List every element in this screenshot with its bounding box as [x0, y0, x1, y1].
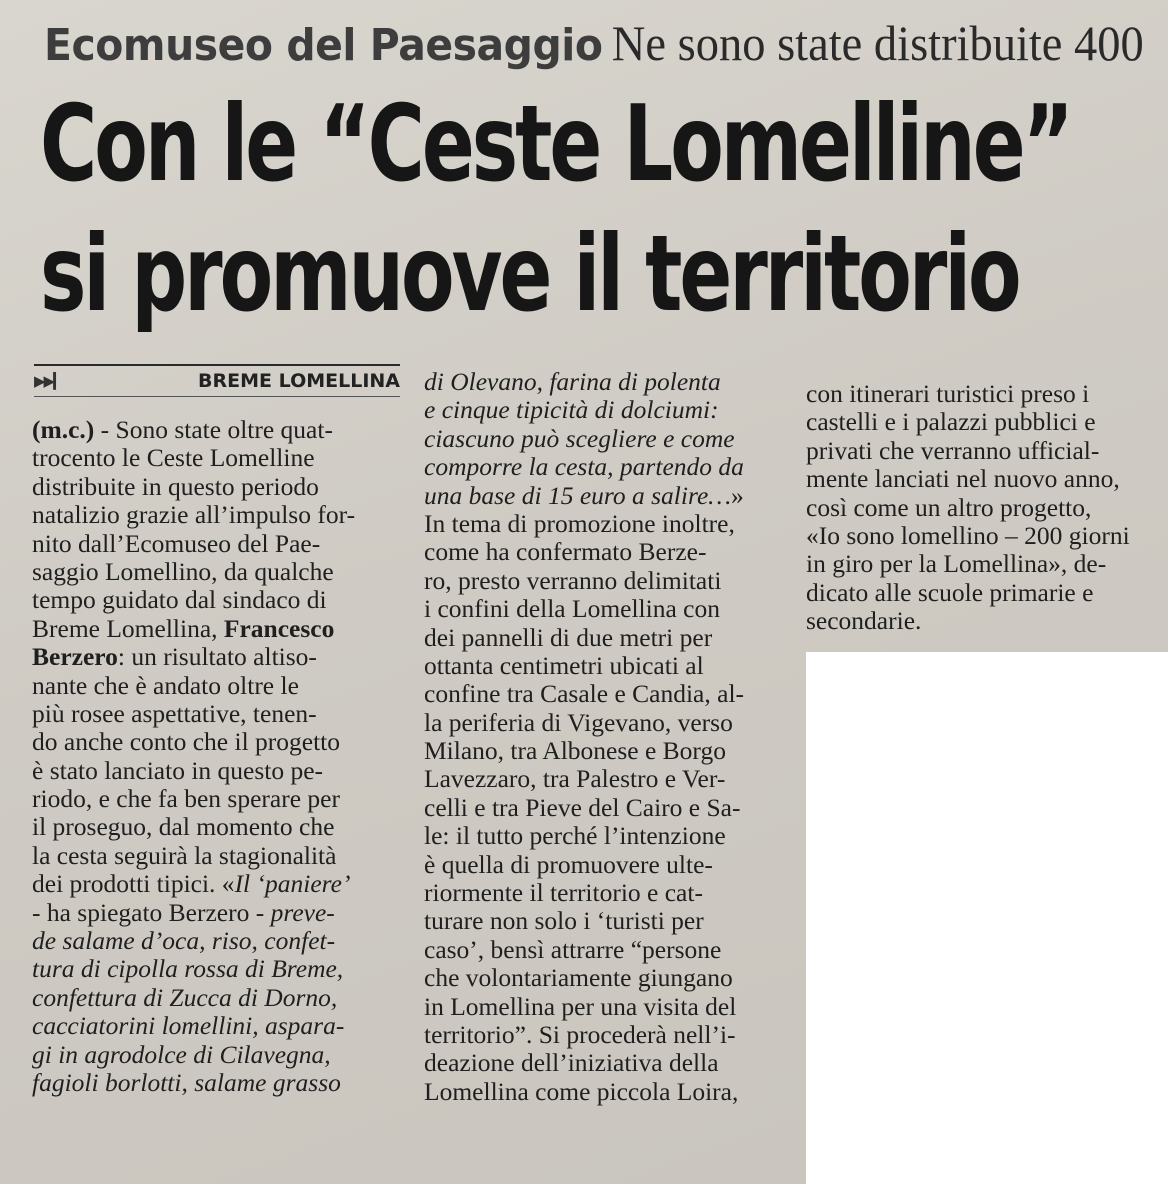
text-run: riodo, e che fa ben sperare per [32, 784, 340, 814]
text-run: confine tra Casale e Candia, al- [424, 679, 745, 709]
article-line [424, 1078, 794, 1106]
text-run: castelli e i palazzi pubblici e [806, 407, 1096, 437]
text-run: ro, presto verranno delimitati [424, 565, 722, 595]
article-line [32, 501, 404, 529]
article-line [424, 453, 794, 481]
article-line [424, 822, 794, 850]
text-run: do anche conto che il progetto [32, 727, 341, 757]
article-line [32, 1069, 404, 1097]
article-line [424, 851, 794, 879]
text-run: dicato alle scuole primarie e [806, 577, 1094, 607]
article-line [424, 794, 794, 822]
text-run: - Sono state oltre quat- [94, 415, 333, 444]
article-line [424, 709, 794, 737]
text-run: i confini della Lomellina con [424, 594, 720, 624]
text-run: caso’, bensì attrarre “persone [424, 934, 722, 964]
text-run: di Olevano, farina di polenta [424, 367, 721, 396]
article-line [32, 927, 404, 955]
article-line [806, 494, 1146, 522]
article-line [32, 785, 404, 813]
text-run: territorio”. Si procederà nell’i- [424, 1019, 736, 1049]
text-run: secondarie. [806, 606, 922, 636]
text-run: (m.c.) [32, 415, 95, 444]
article-line [424, 482, 794, 510]
article-line [424, 624, 794, 652]
text-run: cacciatorini lomellini, aspara- [32, 1011, 345, 1041]
text-run: tempo guidato dal sindaco di [32, 585, 327, 615]
article-line [32, 728, 404, 756]
article-line [424, 737, 794, 765]
text-run: trocento le Ceste Lomelline [32, 443, 315, 473]
blank-area [806, 652, 1168, 1184]
text-run: «Io sono lomellino – 200 giorni [806, 520, 1130, 550]
article-line [424, 396, 794, 424]
article-line [806, 380, 1146, 408]
article-line [32, 615, 404, 643]
article-line [424, 1049, 794, 1077]
text-run: le: il tutto perché l’intenzione [424, 821, 726, 851]
article-column-3 [806, 380, 1146, 636]
article-line [806, 522, 1146, 550]
text-run: ciascuno può scegliere e come [424, 423, 735, 453]
kicker-section: Ecomuseo del Paesaggio [44, 20, 603, 71]
text-run: Lomellina come piccola Loira, [424, 1076, 739, 1106]
text-run: con itinerari turistici preso i [806, 379, 1090, 408]
article-line [32, 1041, 404, 1069]
text-run: nito dall’Ecomuseo del Pae- [32, 528, 321, 558]
article-line [32, 558, 404, 586]
text-run: Milano, tra Albonese e Borgo [424, 736, 726, 766]
kicker-subtitle: Ne sono state distribuite 400 [611, 15, 1144, 71]
article-line [424, 538, 794, 566]
text-run: la cesta seguirà la stagionalità [32, 840, 337, 870]
article-line [424, 907, 794, 935]
text-run: Il ‘paniere’ [234, 869, 351, 899]
text-run: che volontariamente giungano [424, 963, 733, 993]
text-run: deazione dell’iniziativa della [424, 1048, 719, 1078]
article-line [424, 964, 794, 992]
text-run: - ha spiegato Berzero - [32, 897, 271, 927]
text-run: nante che è andato oltre le [32, 670, 299, 700]
article-line [424, 652, 794, 680]
text-run: Francesco [223, 613, 335, 643]
text-run: celli e tra Pieve del Cairo e Sa- [424, 792, 741, 822]
article-line [424, 510, 794, 538]
article-line [32, 530, 404, 558]
text-run: in giro per la Lomellina», de- [806, 549, 1107, 579]
text-run: così come un altro progetto, [806, 492, 1092, 522]
article-line [32, 643, 404, 671]
text-run: fagioli borlotti, salame grasso [32, 1067, 341, 1097]
text-run: come ha confermato Berze- [424, 537, 707, 567]
article-line [32, 1012, 404, 1040]
article-line [424, 765, 794, 793]
text-run: de salame d’oca, riso, confet- [32, 926, 336, 956]
article-line [32, 870, 404, 898]
text-run: riormente il territorio e cat- [424, 878, 703, 908]
fast-forward-icon: ▶▶▎ [34, 372, 63, 390]
article-line [806, 579, 1146, 607]
text-run: e cinque tipicità di dolciumi: [424, 395, 719, 425]
text-run: gi in agrodolce di Cilavegna, [32, 1039, 331, 1069]
text-run: natalizio grazie all’impulso for- [32, 500, 356, 530]
text-run: Breme Lomellina, [32, 613, 224, 643]
text-run: mente lanciati nel nuovo anno, [806, 464, 1120, 494]
text-run: saggio Lomellino, da qualche [32, 556, 334, 586]
article-line [32, 899, 404, 927]
text-run: preve- [270, 897, 335, 927]
text-run: confettura di Zucca di Dorno, [32, 982, 338, 1012]
text-run: dei prodotti tipici. « [32, 869, 235, 899]
text-run: dei pannelli di due metri per [424, 622, 713, 652]
article-line [424, 368, 794, 396]
text-run: una base di 15 euro a salire… [424, 480, 731, 510]
article-line [424, 595, 794, 623]
text-run: » [730, 480, 744, 510]
article-line [32, 813, 404, 841]
article-line [32, 444, 404, 472]
article-line [424, 879, 794, 907]
article-line [32, 984, 404, 1012]
article-line [424, 680, 794, 708]
article-line [32, 700, 404, 728]
text-run: Berzero [32, 642, 118, 672]
dateline [34, 364, 400, 397]
article-line [806, 437, 1146, 465]
article-line [424, 993, 794, 1021]
article-line [32, 586, 404, 614]
article-line [806, 465, 1146, 493]
article-line [424, 1021, 794, 1049]
text-run: più rosee aspettative, tenen- [32, 698, 317, 728]
article-line [32, 672, 404, 700]
article-line [32, 473, 404, 501]
kicker [44, 14, 1144, 84]
headline-line-2: si promuove il territorio [40, 213, 1019, 336]
article-line [806, 607, 1146, 635]
text-run: la periferia di Vigevano, verso [424, 707, 733, 737]
article-column-2 [424, 368, 794, 1106]
article-column-1 [32, 416, 404, 1097]
text-run: turare non solo i ‘turisti per [424, 906, 704, 936]
text-run: : un risultato altiso- [117, 642, 317, 672]
text-run: il proseguo, dal momento che [32, 812, 335, 842]
article-line [32, 842, 404, 870]
article-line [32, 757, 404, 785]
article-line [424, 567, 794, 595]
text-run: privati che verranno ufficial- [806, 435, 1100, 465]
article-line [424, 936, 794, 964]
article-line [806, 408, 1146, 436]
text-run: è quella di promuovere ulte- [424, 849, 713, 879]
text-run: è stato lanciato in questo pe- [32, 755, 324, 785]
article-line [424, 425, 794, 453]
text-run: tura di cipolla rossa di Breme, [32, 954, 344, 984]
text-run: Lavezzaro, tra Palestro e Ver- [424, 764, 726, 794]
headline-line-1: Con le “Ceste Lomelline” [40, 83, 1071, 206]
article-line [32, 955, 404, 983]
text-run: distribuite in questo periodo [32, 471, 319, 501]
text-run: ottanta centimetri ubicati al [424, 650, 704, 680]
text-run: comporre la cesta, partendo da [424, 452, 744, 482]
article-line [32, 416, 404, 444]
text-run: In tema di promozione inoltre, [424, 508, 735, 538]
text-run: in Lomellina per una visita del [424, 991, 737, 1021]
article-line [806, 550, 1146, 578]
dateline-place: BREME LOMELLINA [198, 370, 400, 392]
